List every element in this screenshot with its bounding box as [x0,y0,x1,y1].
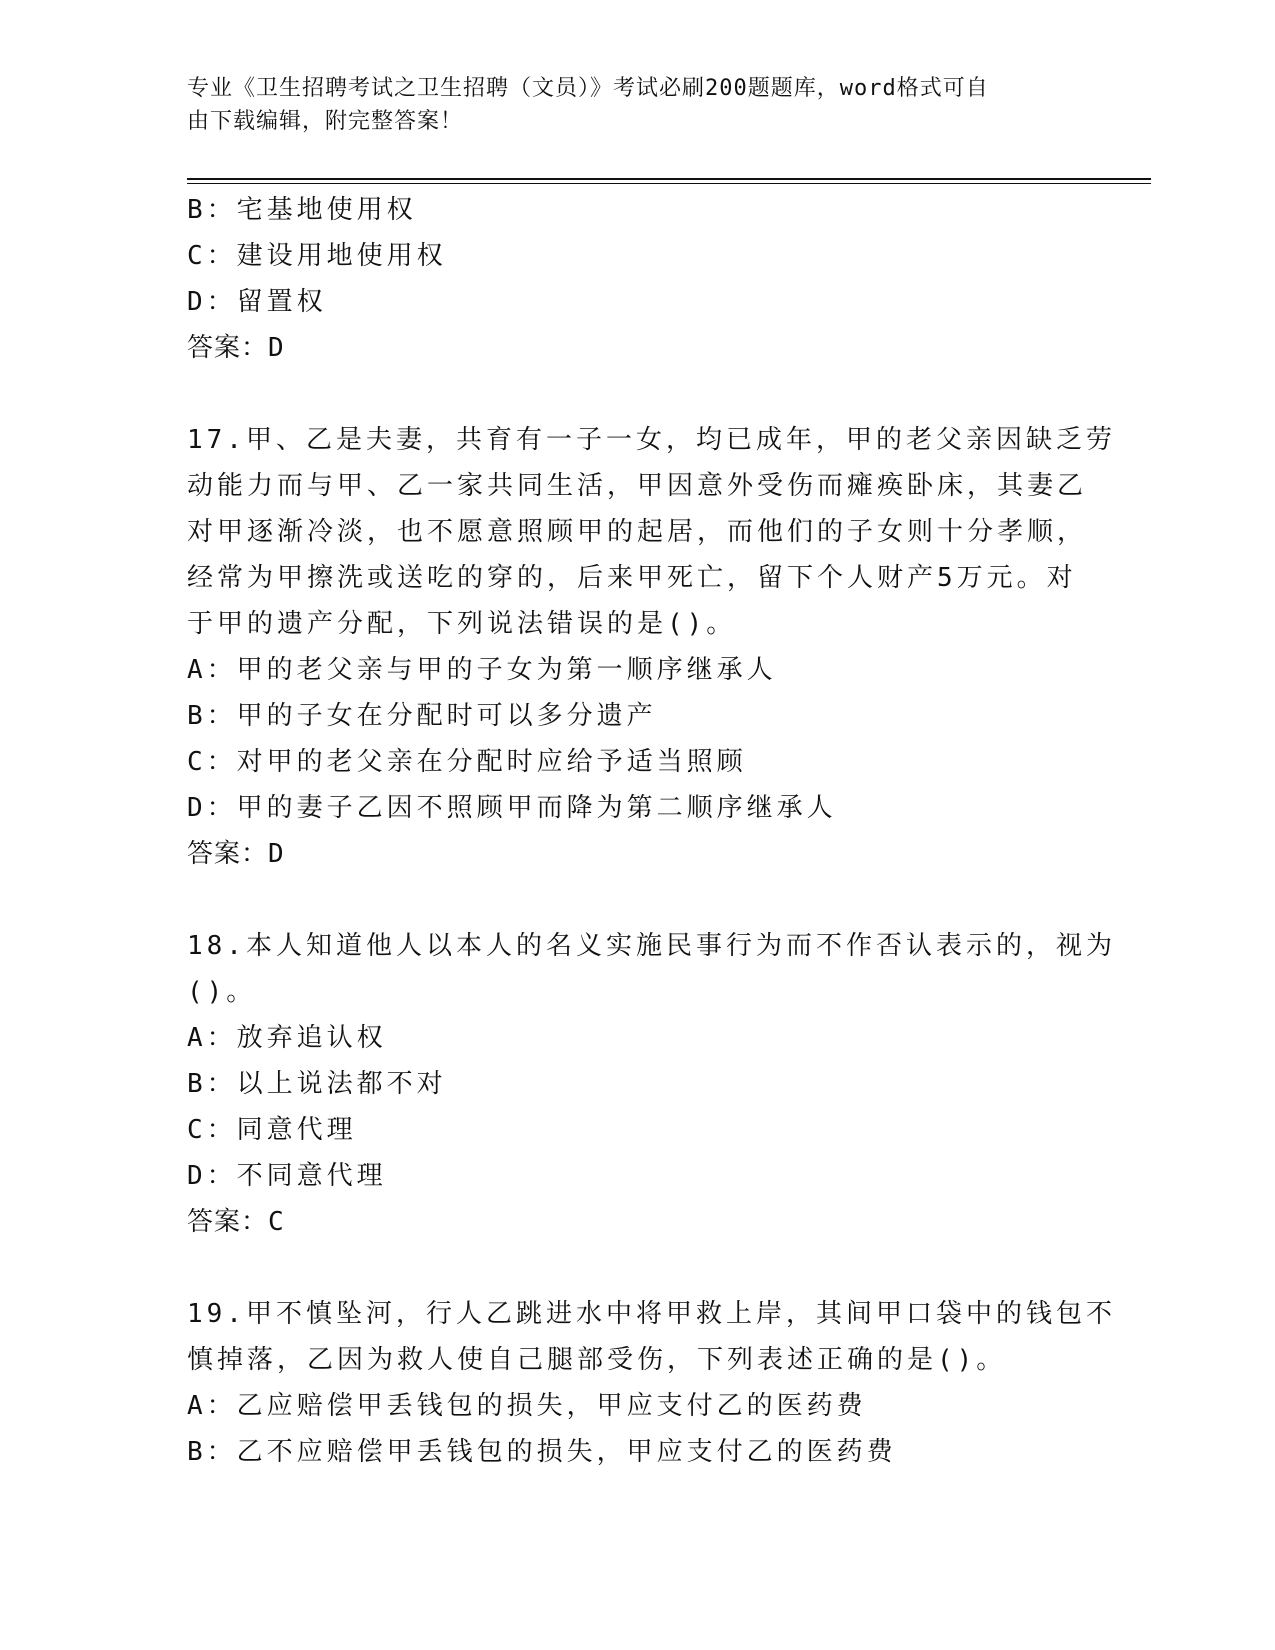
option-a: A：乙应赔偿甲丢钱包的损失，甲应支付乙的医药费 [187,1391,867,1421]
question-text-line: 于甲的遗产分配，下列说法错误的是()。 [187,609,737,639]
question-list [187,187,1116,1475]
question-gap [187,1245,1087,1291]
question-gap [187,371,1087,417]
question-text-line: 经常为甲擦洗或送吃的穿的，后来甲死亡，留下个人财产5万元。对 [187,563,1077,593]
option-a: A：甲的老父亲与甲的子女为第一顺序继承人 [187,655,777,685]
question-text-line: 18.本人知道他人以本人的名义实施民事行为而不作否认表示的，视为 [187,931,1116,961]
header-line-1: 专业《卫生招聘考试之卫生招聘（文员）》考试必刷200题题库，word格式可自 [187,76,989,101]
question-text-line: 动能力而与甲、乙一家共同生活，甲因意外受伤而瘫痪卧床，其妻乙 [187,471,1088,501]
option-d: D：不同意代理 [187,1161,387,1191]
question-text-line: ()。 [187,977,257,1007]
question-18 [187,923,1116,1245]
question-text [187,923,1116,1015]
option-c: C：建设用地使用权 [187,241,447,271]
option-a: A：放弃追认权 [187,1023,387,1053]
answer-line: 答案：D [187,333,285,363]
answer-line: 答案：D [187,839,285,869]
header-line-2: 由下载编辑，附完整答案！ [187,109,464,134]
question-19 [187,1291,1116,1475]
option-b: B：甲的子女在分配时可以多分遗产 [187,701,657,731]
header-rule-thick [187,178,1151,180]
option-d: D：留置权 [187,287,327,317]
question-text-line: 19.甲不慎坠河，行人乙跳进水中将甲救上岸，其间甲口袋中的钱包不 [187,1299,1116,1329]
answer-line: 答案：C [187,1207,285,1237]
question-text [187,1291,1116,1383]
option-b: B：乙不应赔偿甲丢钱包的损失，甲应支付乙的医药费 [187,1437,897,1467]
option-b: B：宅基地使用权 [187,195,417,225]
document-header [187,72,1067,138]
question-text-line: 慎掉落，乙因为救人使自己腿部受伤，下列表述正确的是()。 [187,1345,1007,1375]
option-c: C：对甲的老父亲在分配时应给予适当照顾 [187,747,747,777]
question-text-line: 对甲逐渐冷淡，也不愿意照顾甲的起居，而他们的子女则十分孝顺， [187,517,1088,547]
question-fragment [187,187,1087,371]
option-c: C：同意代理 [187,1115,357,1145]
question-gap [187,877,1087,923]
question-text [187,417,1116,647]
header-rule-thin [187,183,1151,184]
option-d: D：甲的妻子乙因不照顾甲而降为第二顺序继承人 [187,793,837,823]
option-b: B：以上说法都不对 [187,1069,447,1099]
question-text-line: 17.甲、乙是夫妻，共育有一子一女，均已成年，甲的老父亲因缺乏劳 [187,425,1116,455]
question-17 [187,417,1116,877]
